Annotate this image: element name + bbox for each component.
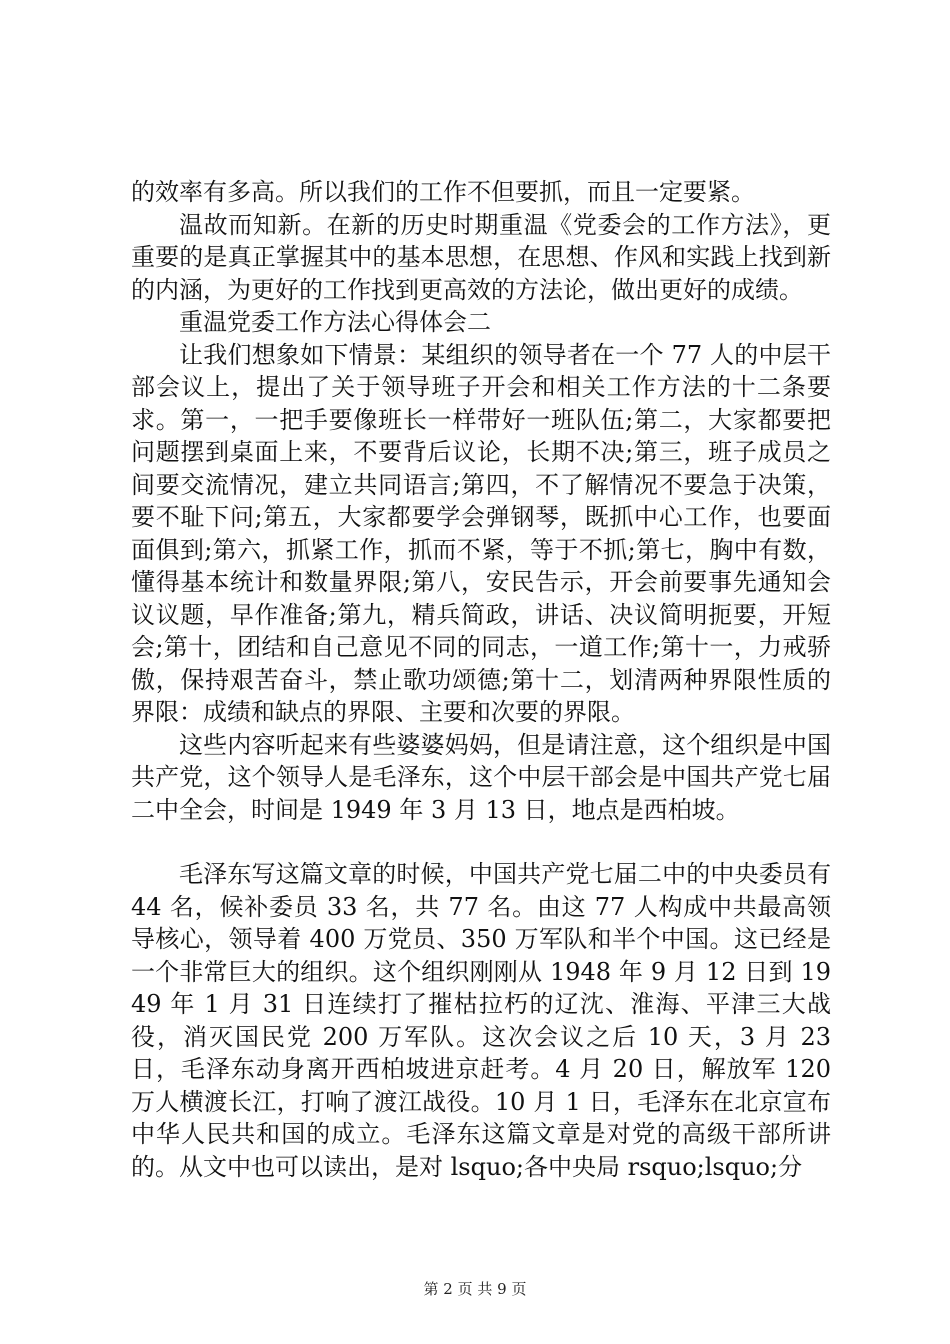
paragraph-spacer [131,826,831,858]
document-body [131,176,831,1183]
paragraph-reveal: 这些内容听起来有些婆婆妈妈，但是请注意，这个组织是中国共产党，这个领导人是毛泽东，这个中层干部会是中国共产党七届二中全会，时间是 1949 年 3 月 13 日，地点是西柏坡。 [131,730,831,824]
paragraph-continuation: 的效率有多高。所以我们的工作不但要抓，而且一定要紧。 [131,178,755,206]
paragraph-history: 毛泽东写这篇文章的时候，中国共产党七届二中的中央委员有 44 名，候补委员 33 名，共 77 名。由这 77 人构成中共最高领导核心，领导着 400 万党员、350 万军队和半个中国。这已经是一个非常巨大的组织。这个组织刚刚从 1948 年 9 月 12 日到 1949 年 1 月 31 日连续打了摧枯拉朽的辽沈、淮海、平津三大战役，消灭国民党 200 万军队。这次会议之后 10 天，3 月 23 日，毛泽东动身离开西柏坡进京赶考。4 月 20 日，解放军 120 万人横渡长江，打响了渡江战役。10 月 1 日，毛泽东在北京宣布中华人民共和国的成立。毛泽东这篇文章是对党的高级干部所讲的。从文中也可以读出，是对 lsquo;各中央局 rsquo;lsquo;分 [131,860,831,1181]
section-heading: 重温党委工作方法心得体会二 [179,308,491,336]
paragraph-scenario: 让我们想象如下情景：某组织的领导者在一个 77 人的中层干部会议上，提出了关于领导班子开会和相关工作方法的十二条要求。第一，一把手要像班长一样带好一班队伍;第二，大家都要把问题摆到桌面上来，不要背后议论，长期不决;第三，班子成员之间要交流情况，建立共同语言;第四，不了解情况不要急于决策，要不耻下问;第五，大家都要学会弹钢琴，既抓中心工作，也要面面俱到;第六，抓紧工作，抓而不紧，等于不抓;第七，胸中有数，懂得基本统计和数量界限;第八，安民告示，开会前要事先通知会议议题，早作准备;第九，精兵简政，讲话、决议简明扼要，开短会;第十，团结和自己意见不同的同志，一道工作;第十一，力戒骄傲，保持艰苦奋斗，禁止歌功颂德;第十二，划清两种界限性质的界限：成绩和缺点的界限、主要和次要的界限。 [131,340,831,726]
paragraph-review: 温故而知新。在新的历史时期重温《党委会的工作方法》，更重要的是真正掌握其中的基本思想，在思想、作风和实践上找到新的内涵，为更好的工作找到更高效的方法论，做出更好的成绩。 [131,210,831,304]
page-number-footer: 第 2 页 共 9 页 [423,1280,527,1298]
